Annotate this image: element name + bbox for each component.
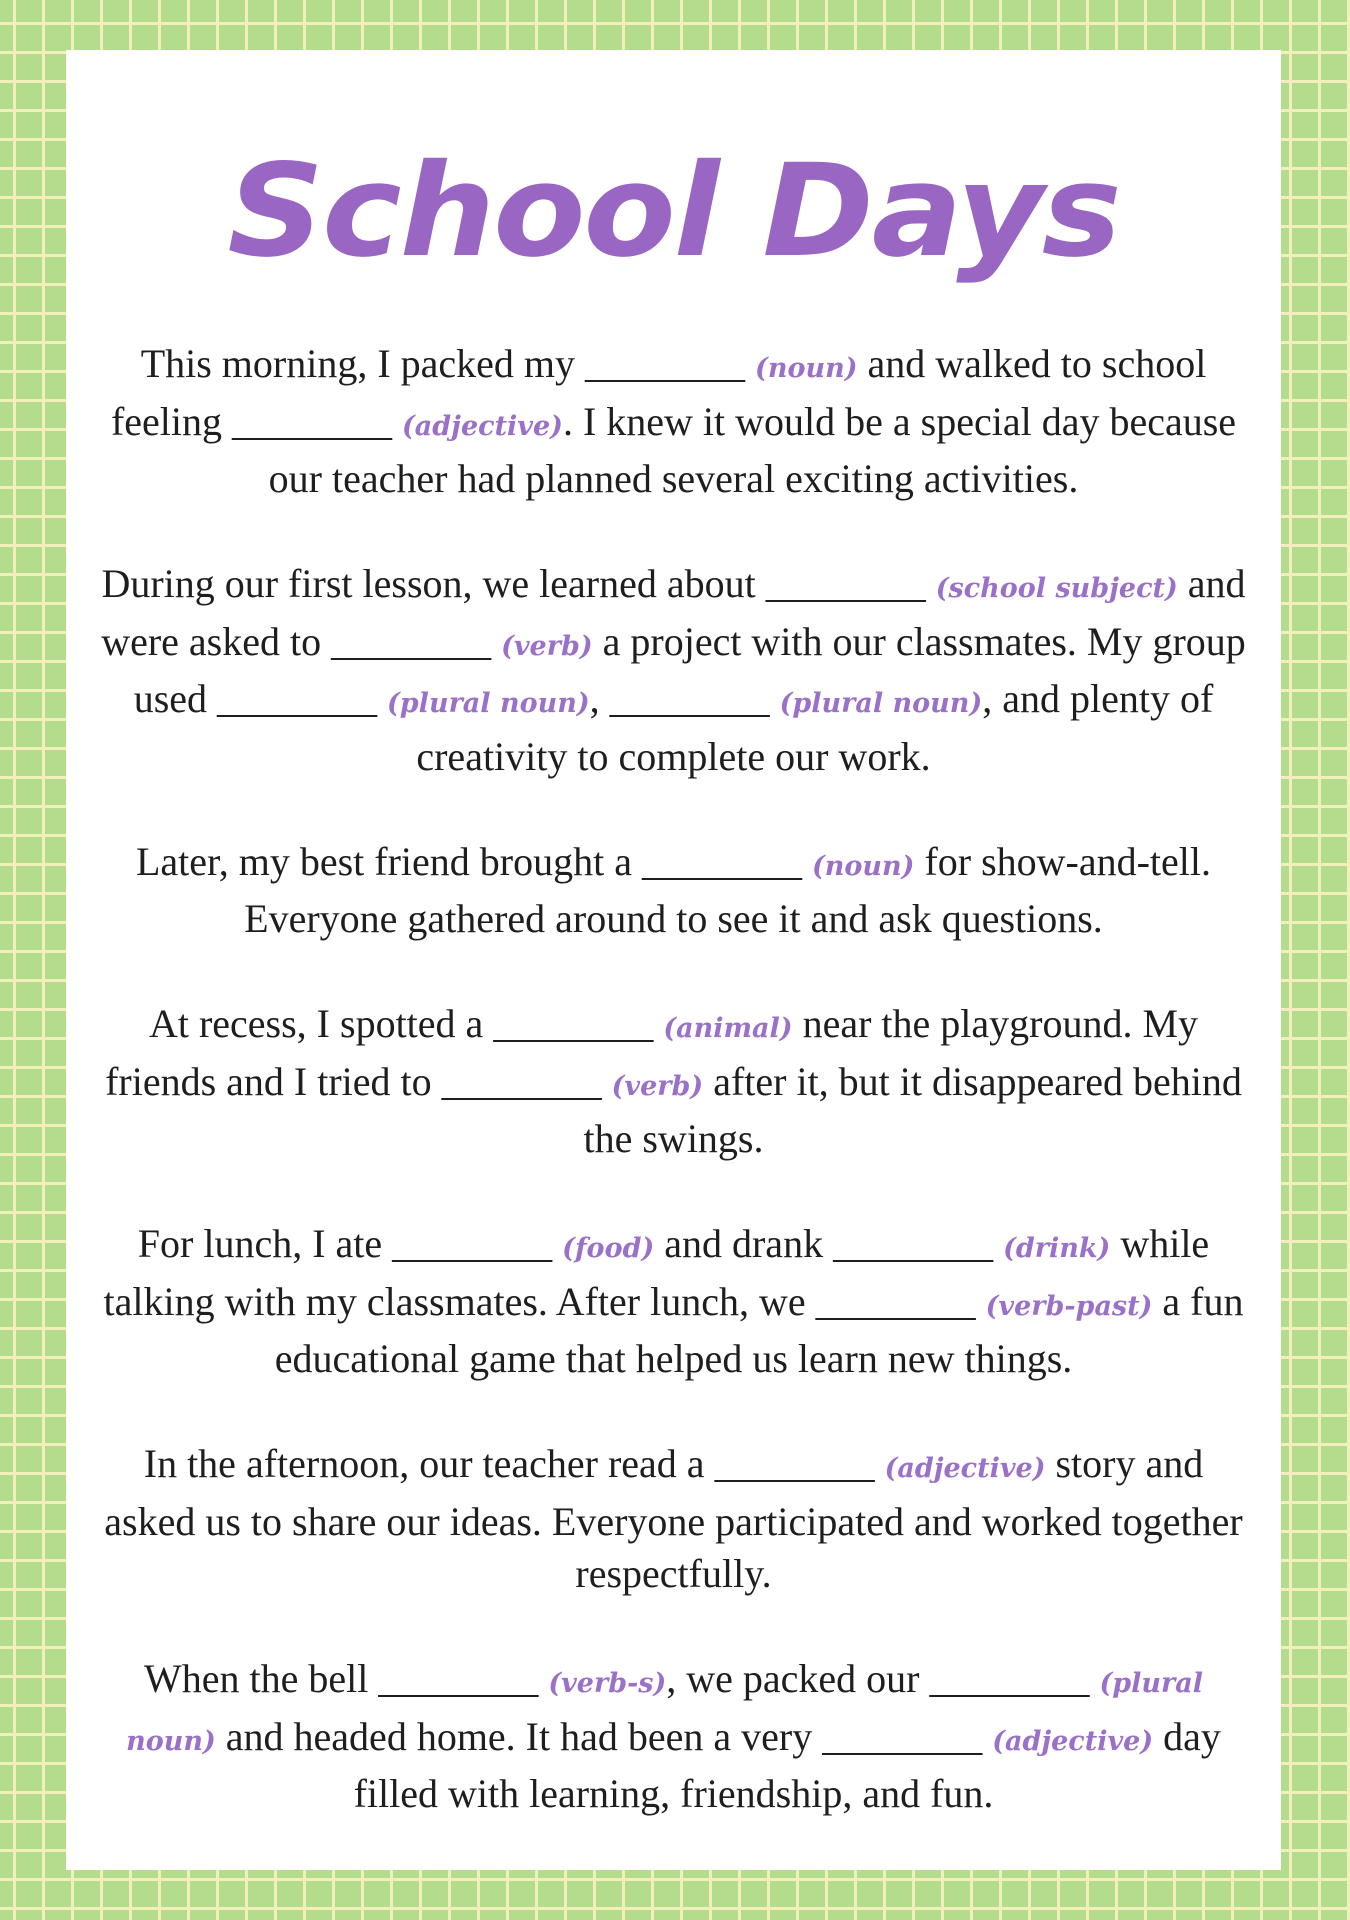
story-text: . I knew it would be a special day because our teacher had planned several exciting activities. [268,398,1237,501]
answer-blank[interactable]: ________ [714,1441,875,1486]
answer-blank[interactable]: ________ [331,618,492,664]
story-text: story and asked us to share our ideas. Everyone participated and worked together respectfully. [104,1441,1243,1596]
word-hint: (verb) [611,1070,704,1102]
answer-blank[interactable]: ________ [232,398,393,444]
answer-blank[interactable]: ________ [378,1656,539,1701]
answer-blank[interactable]: ________ [217,676,378,721]
paragraph-afternoon [96,1438,1251,1601]
word-hint: (adjective) [402,410,563,442]
story-text: During our first lesson, we learned about [101,561,756,606]
answer-blank[interactable]: ________ [609,676,770,721]
word-hint: (adjective) [992,1725,1154,1757]
story-text: This morning, I packed my [140,341,576,386]
answer-blank[interactable]: ________ [765,561,926,606]
story-text: near the playground. My friends and I tried to [105,1001,1199,1104]
word-hint: (verb) [501,630,593,662]
answer-blank[interactable]: ________ [493,1001,654,1046]
word-hint: (verb-s) [548,1668,667,1699]
paragraph-lesson [96,558,1251,783]
word-hint: (verb-past) [985,1290,1153,1322]
answer-blank[interactable]: ________ [833,1221,994,1266]
word-hint: (noun) [811,850,915,882]
story-body [96,338,1251,1873]
answer-blank[interactable]: ________ [929,1656,1090,1701]
story-text: , we packed our [666,1656,920,1701]
word-hint: (drink) [1003,1233,1111,1264]
word-hint: (school subject) [935,573,1178,604]
word-hint: (animal) [663,1013,793,1044]
story-text: and walked to school feeling [110,341,1207,444]
story-text: At recess, I spotted a [148,1001,484,1046]
word-hint: (plural noun) [126,1668,1204,1757]
paragraph-going-home [96,1653,1251,1821]
story-text: Later, my best friend brought a [135,838,632,884]
paragraph-recess [96,998,1251,1166]
story-text: a project with our classmates. My group used [133,618,1246,721]
story-text: and drank [664,1221,824,1266]
story-text: while talking with my classmates. After lunch, we [103,1221,1210,1324]
worksheet-card [66,50,1281,1870]
word-hint: (food) [562,1233,655,1264]
story-text: a fun educational game that helped us learn new things. [274,1278,1244,1381]
story-text: In the afternoon, our teacher read a [143,1441,705,1486]
story-text: For lunch, I ate [137,1221,383,1266]
answer-blank[interactable]: ________ [441,1058,602,1104]
story-text: and were asked to [101,561,1246,664]
paragraph-show-and-tell [96,836,1251,946]
story-text: , and plenty of creativity to complete our work. [416,676,1214,779]
story-text: day filled with learning, friendship, and fun. [353,1713,1221,1816]
story-text: for show-and-tell. Everyone gathered around to see it and ask questions. [244,838,1212,941]
word-hint: (plural noun) [779,688,983,719]
word-hint: (noun) [755,353,858,384]
story-text: and headed home. It had been a very [225,1713,813,1759]
answer-blank[interactable]: ________ [815,1278,976,1324]
story-text: , [589,676,600,721]
answer-blank[interactable]: ________ [392,1221,553,1266]
answer-blank[interactable]: ________ [585,341,746,386]
answer-blank[interactable]: ________ [641,838,802,884]
answer-blank[interactable]: ________ [822,1713,983,1759]
paragraph-packing [96,338,1251,506]
paragraph-lunch [96,1218,1251,1386]
word-hint: (adjective) [884,1453,1046,1484]
word-hint: (plural noun) [387,688,590,719]
story-text: after it, but it disappeared behind the swings. [583,1058,1242,1161]
page-title: School Days [227,137,1120,286]
story-text: When the bell [143,1656,369,1701]
